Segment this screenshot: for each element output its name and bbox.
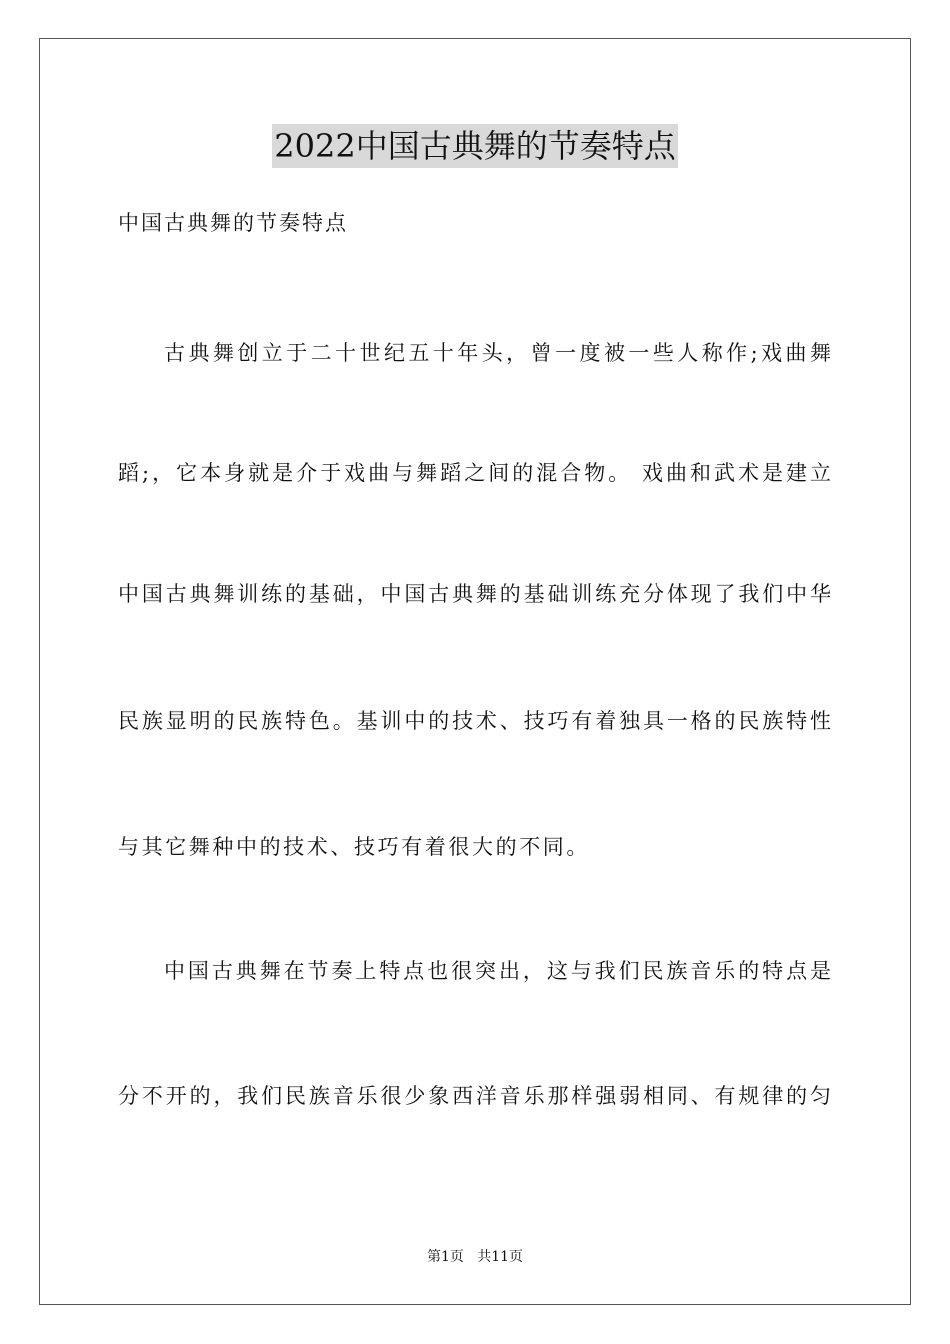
document-subtitle: 中国古典舞的节奏特点 [118,211,348,235]
paragraph-line-6: 中国古典舞在节奏上特点也很突出，这与我们民族音乐的特点是 [164,959,832,983]
paragraph-line-1: 古典舞创立于二十世纪五十年头，曾一度被一些人称作;戏曲舞 [164,341,832,365]
paragraph-line-3: 中国古典舞训练的基础，中国古典舞的基础训练充分体现了我们中华 [118,582,832,606]
paragraph-line-5: 与其它舞种中的技术、技巧有着很大的不同。 [118,835,590,859]
paragraph-line-4: 民族显明的民族特色。基训中的技术、技巧有着独具一格的民族特性 [118,709,832,733]
paragraph-line-7: 分不开的，我们民族音乐很少象西洋音乐那样强弱相同、有规律的匀 [118,1084,832,1108]
page-footer: 第1页 共11页 [426,1249,524,1265]
title-container [0,124,950,168]
paragraph-line-2: 蹈;，它本身就是介于戏曲与舞蹈之间的混合物。 戏曲和武术是建立 [118,461,832,485]
document-title: 2022中国古典舞的节奏特点 [272,124,677,168]
